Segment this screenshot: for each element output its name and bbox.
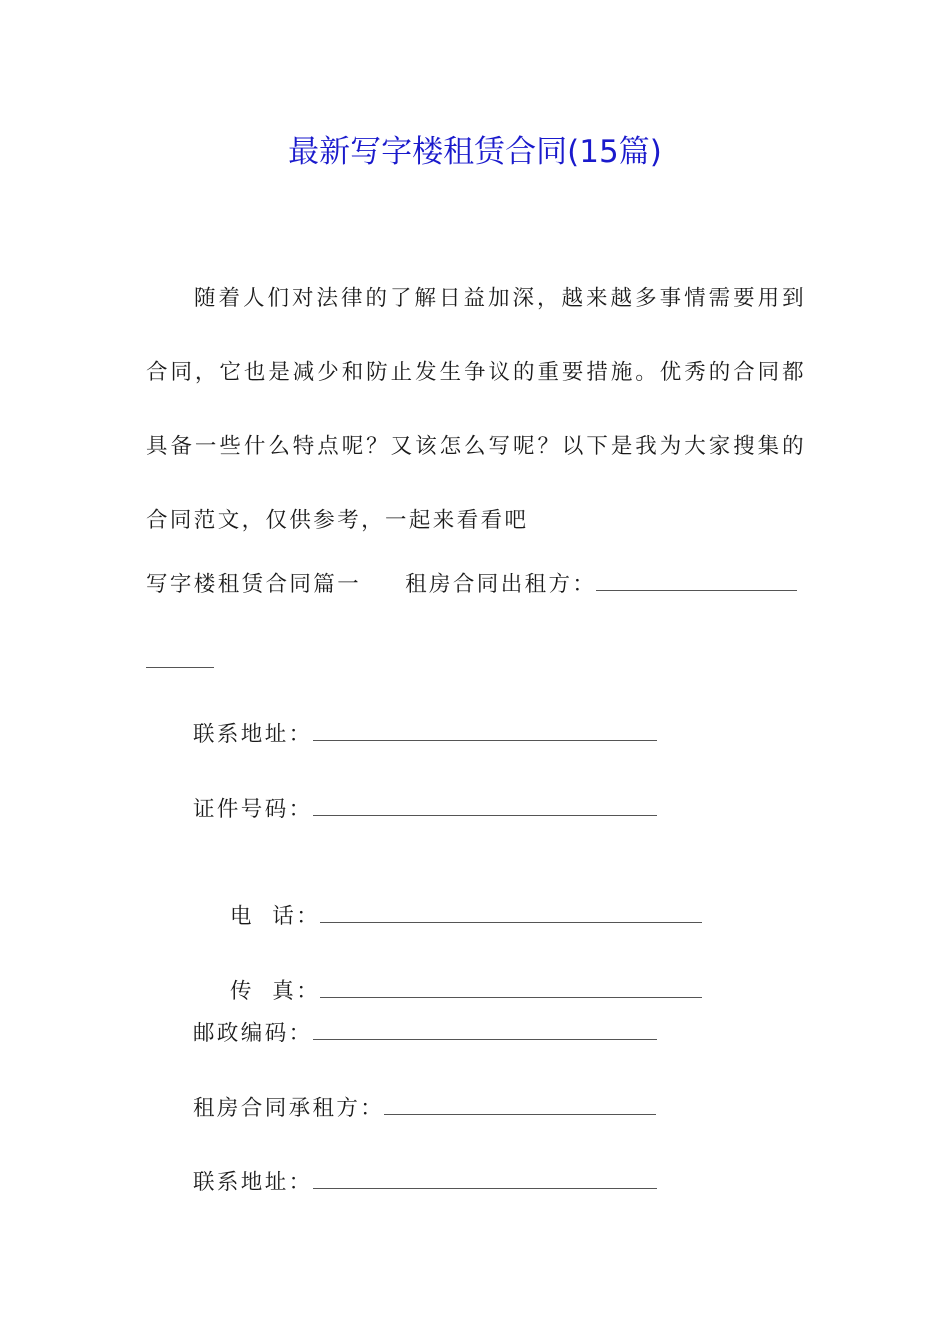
lessor-blank bbox=[596, 568, 797, 591]
field-row bbox=[193, 1017, 657, 1050]
field-label: 传 真： bbox=[229, 979, 321, 1004]
fill-in-blank bbox=[313, 718, 657, 741]
fill-in-blank bbox=[313, 793, 657, 816]
field-row bbox=[193, 793, 657, 826]
intro-paragraph: 随着人们对法律的了解日益加深，越来越多事情需要用到合同，它也是减少和防止发生争议的重要措施。优秀的合同都具备一些什么特点呢？又该怎么写呢？以下是我为大家搜集的合同范文，仅供参考，一起来看看吧 bbox=[146, 286, 806, 533]
field-label: 证件号码： bbox=[193, 797, 313, 822]
fill-in-blank bbox=[384, 1092, 656, 1115]
field-label: 电 话： bbox=[229, 904, 321, 929]
fill-in-blank bbox=[313, 1017, 657, 1040]
field-row bbox=[193, 1166, 657, 1199]
fill-in-blank bbox=[320, 900, 702, 923]
lessor-label: 租房合同出租方： bbox=[405, 572, 597, 597]
fill-in-blank bbox=[320, 975, 702, 998]
lessor-blank-continuation bbox=[146, 645, 214, 668]
document-title: 最新写字楼租赁合同(15篇) bbox=[288, 134, 662, 170]
section-heading-line bbox=[146, 568, 797, 601]
section-title: 写字楼租赁合同篇一 bbox=[146, 572, 362, 597]
field-row bbox=[193, 718, 657, 751]
fill-in-blank bbox=[313, 1166, 657, 1189]
field-label: 邮政编码： bbox=[193, 1021, 313, 1046]
field-label: 联系地址： bbox=[193, 722, 313, 747]
field-row bbox=[193, 1092, 656, 1125]
field-label: 租房合同承租方： bbox=[193, 1096, 385, 1121]
field-label: 联系地址： bbox=[193, 1170, 313, 1195]
